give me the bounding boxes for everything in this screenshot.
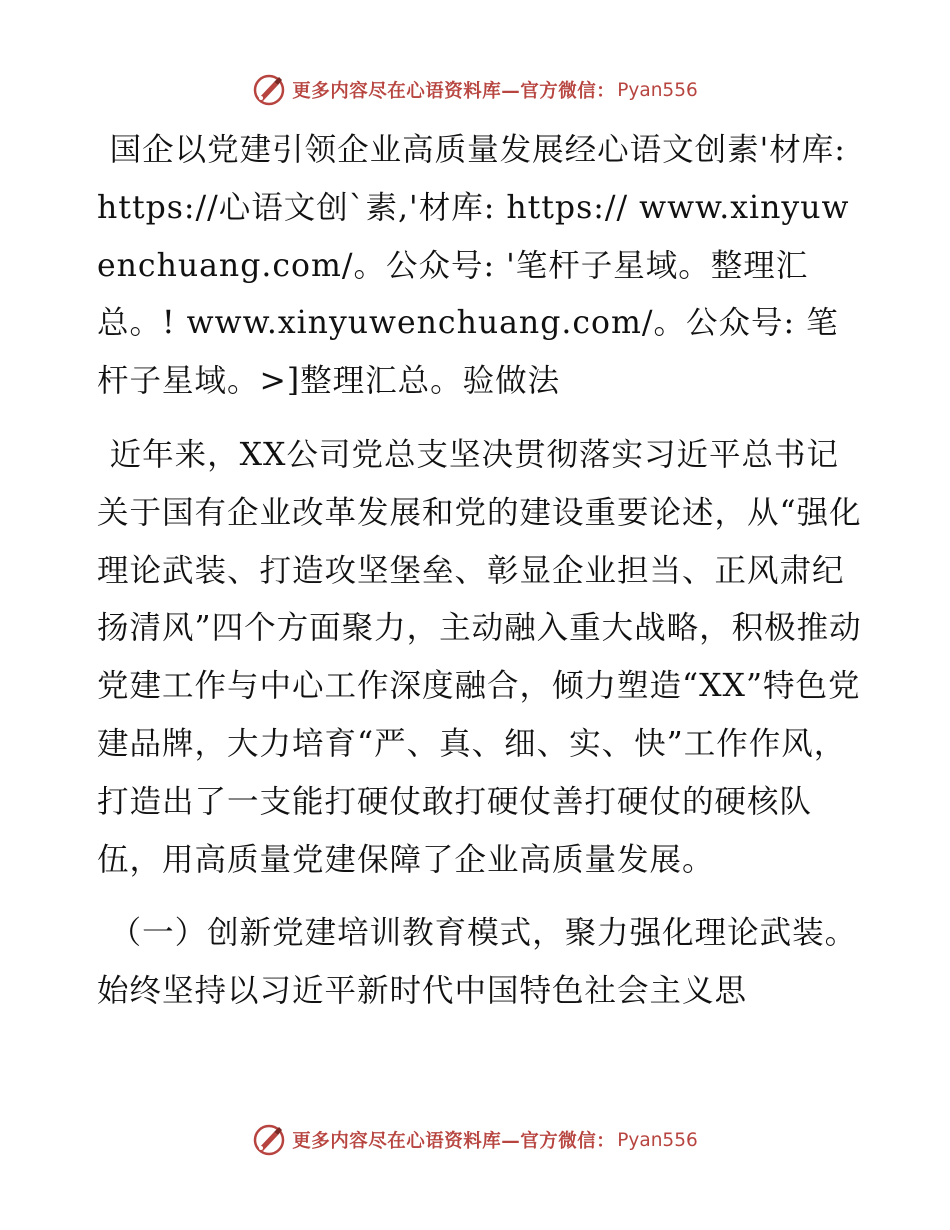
watermark-banner-top [0,70,950,110]
document-body [97,122,867,1037]
watermark-wechat-id: Pyan556 [617,1129,698,1151]
paragraph-intro: 近年来，XX公司党总支坚决贯彻落实习近平总书记关于国有企业改革发展和党的建设重要论述，从“强化理论武装、打造攻坚堡垒、彰显企业担当、正风肃纪扬清风”四个方面聚力，主动融入重大战略，积极推动党建工作与中心工作深度融合，倾力塑造“XX”特色党建品牌，大力培育“严、真、细、实、快”工作作风，打造出了一支能打硬仗敢打硬仗善打硬仗的硬核队伍，用高质量党建保障了企业高质量发展。 [97,436,862,878]
watermark-banner-bottom [0,1120,950,1160]
pen-circle-logo-icon [252,1123,286,1157]
pen-circle-logo-icon [252,73,286,107]
watermark-text: 更多内容尽在心语资料库—官方微信： [292,1131,616,1152]
watermark-text: 更多内容尽在心语资料库—官方微信： [292,81,616,102]
paragraph-title: 国企以党建引领企业高质量发展经心语文创素'材库: https://心语文创`素,'材库: https:// www.xinyuwenchuang.com/。公众号: '笔杆子星域。整理汇总。! www.xinyuwenchuang.com/。公众号: 笔杆子星域。>]整理汇总。验做法 [97,132,850,400]
watermark-wechat-id: Pyan556 [617,79,698,101]
paragraph-section-1: （一）创新党建培训教育模式，聚力强化理论武装。始终坚持以习近平新时代中国特色社会主义思 [97,915,858,1010]
